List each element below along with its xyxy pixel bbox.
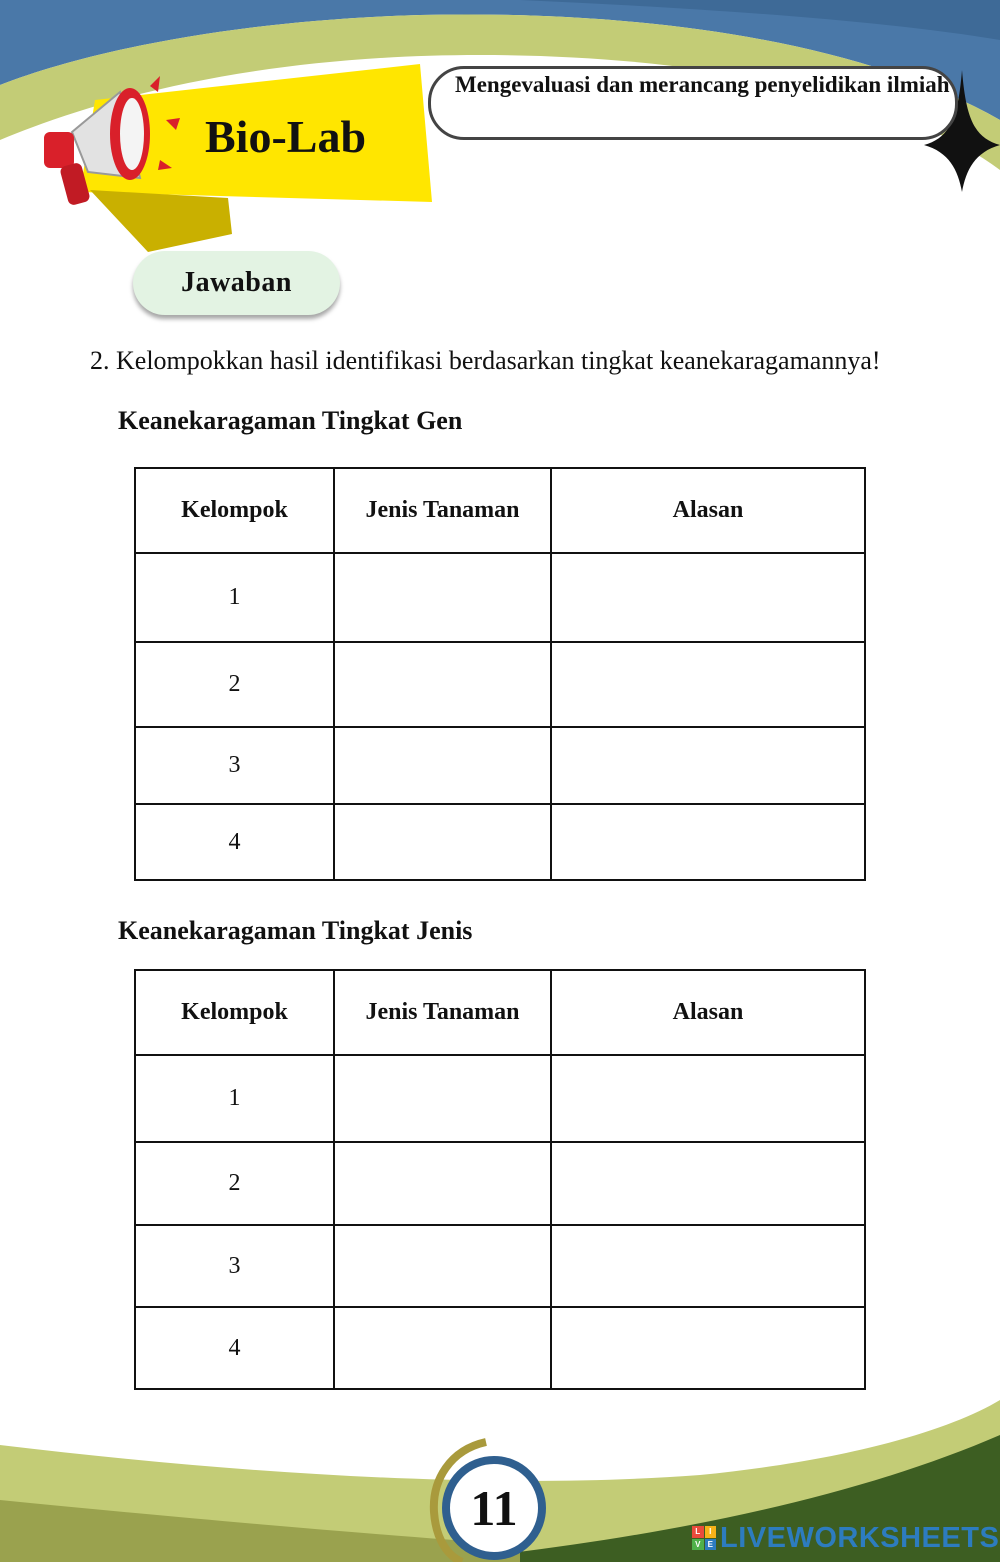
header-jenis-tanaman: Jenis Tanaman [334, 970, 551, 1055]
alasan-cell[interactable] [551, 1055, 865, 1142]
row-number: 2 [135, 642, 334, 727]
header-kelompok: Kelompok [135, 468, 334, 553]
section-title-gen: Keanekaragaman Tingkat Gen [118, 406, 463, 435]
alasan-cell[interactable] [551, 553, 865, 642]
jenis-tanaman-cell[interactable] [334, 1307, 551, 1389]
table-row [135, 727, 865, 804]
table-header-row [135, 468, 865, 553]
liveworksheets-logo-icon: L I V E [692, 1526, 716, 1550]
row-number: 2 [135, 1142, 334, 1225]
banner-fold [90, 190, 232, 252]
table-row [135, 1225, 865, 1307]
objective-text: Mengevaluasi dan merancang penyelidikan ilmiah [455, 72, 950, 97]
header-alasan: Alasan [551, 468, 865, 553]
question-text: 2. Kelompokkan hasil identifikasi berdasarkan tingkat keanekaragamannya! [90, 346, 881, 375]
table-header-row [135, 970, 865, 1055]
liveworksheets-text: LIVEWORKSHEETS [720, 1521, 1000, 1554]
table-row [135, 1142, 865, 1225]
table-row [135, 553, 865, 642]
answer-label: Jawaban [133, 251, 340, 315]
table-gen [134, 467, 866, 881]
alasan-cell[interactable] [551, 804, 865, 880]
jenis-tanaman-cell[interactable] [334, 1055, 551, 1142]
jenis-tanaman-cell[interactable] [334, 727, 551, 804]
alasan-cell[interactable] [551, 727, 865, 804]
alasan-cell[interactable] [551, 1142, 865, 1225]
header-alasan: Alasan [551, 970, 865, 1055]
jenis-tanaman-cell[interactable] [334, 642, 551, 727]
banner-title: Bio-Lab [205, 111, 367, 162]
jenis-tanaman-cell[interactable] [334, 553, 551, 642]
row-number: 1 [135, 553, 334, 642]
jenis-tanaman-cell[interactable] [334, 1225, 551, 1307]
page-number: 11 [470, 1480, 518, 1536]
row-number: 4 [135, 1307, 334, 1389]
liveworksheets-watermark[interactable] [692, 1520, 999, 1556]
table-row [135, 1307, 865, 1389]
alasan-cell[interactable] [551, 642, 865, 727]
section-title-jenis: Keanekaragaman Tingkat Jenis [118, 916, 473, 945]
alasan-cell[interactable] [551, 1307, 865, 1389]
row-number: 4 [135, 804, 334, 880]
row-number: 1 [135, 1055, 334, 1142]
table-jenis [134, 969, 866, 1390]
header-jenis-tanaman: Jenis Tanaman [334, 468, 551, 553]
table-row [135, 804, 865, 880]
table-row [135, 1055, 865, 1142]
jenis-tanaman-cell[interactable] [334, 1142, 551, 1225]
header-kelompok: Kelompok [135, 970, 334, 1055]
row-number: 3 [135, 1225, 334, 1307]
row-number: 3 [135, 727, 334, 804]
table-row [135, 642, 865, 727]
jenis-tanaman-cell[interactable] [334, 804, 551, 880]
alasan-cell[interactable] [551, 1225, 865, 1307]
